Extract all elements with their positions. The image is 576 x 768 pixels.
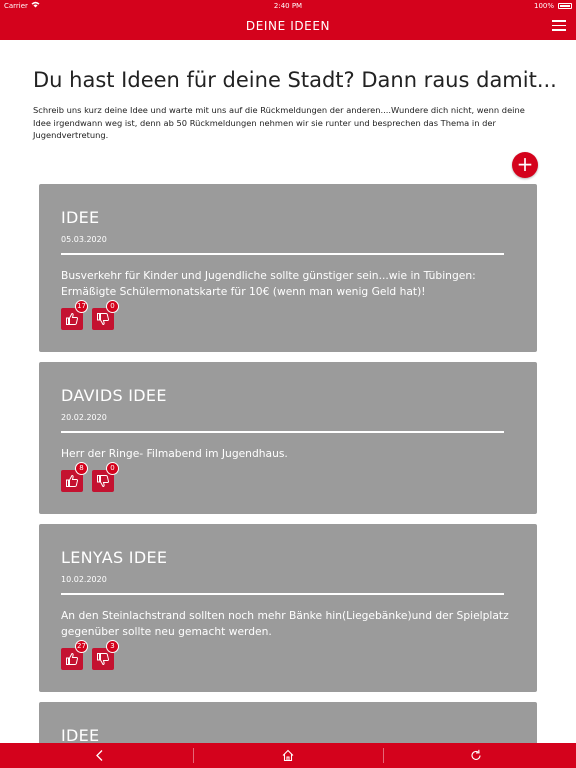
page-title: DEINE IDEEN: [245, 19, 331, 33]
idea-text: Busverkehr für Kinder und Jugendliche sollte günstiger sein...wie in Tübingen: Ermäßigte Schülermonatskarte für 10€ (wenn man wenig Geld hat)!: [61, 269, 476, 298]
idea-title: IDEE: [61, 208, 100, 227]
dislike-button[interactable]: [92, 464, 115, 492]
thumbs-up-icon: [65, 312, 79, 326]
page-headline: Du hast Ideen für deine Stadt? Dann raus damit...: [33, 68, 557, 92]
dislike-count-badge: 0: [106, 300, 119, 313]
intro-text: Schreib uns kurz deine Idee und warte mit uns auf die Rückmeldungen der anderen....Wundere dich nicht, wenn deine Idee irgendwann weg ist, denn ab 50 Rückmeldungen nehmen wir sie runter und besprechen das Thema in der Jugendvertretung.: [33, 105, 525, 140]
bottom-toolbar: [0, 743, 576, 768]
ideas-content[interactable]: [0, 40, 576, 743]
idea-text: Herr der Ringe- Filmabend im Jugendhaus.: [61, 447, 288, 460]
like-button[interactable]: [61, 302, 86, 330]
idea-text: An den Steinlachstrand sollten noch mehr Bänke hin(Liegebänke)und der Spielplatz gegenüber sollte neu gemacht werden.: [61, 609, 509, 638]
like-count-badge: 8: [75, 462, 88, 475]
battery-icon: [558, 3, 572, 9]
hamburger-menu-icon[interactable]: [552, 20, 566, 31]
idea-date: 10.02.2020: [61, 575, 107, 584]
dislike-count-badge: 3: [106, 640, 119, 653]
like-count-badge: 17: [75, 300, 88, 313]
status-time: 2:40 PM: [273, 2, 303, 10]
idea-card[interactable]: [39, 702, 537, 743]
dislike-button[interactable]: [92, 302, 115, 330]
reload-button[interactable]: [456, 743, 496, 768]
battery-percentage: 100%: [533, 2, 554, 10]
idea-title: IDEE: [61, 726, 100, 743]
idea-title: DAVIDS IDEE: [61, 386, 167, 405]
card-divider: [61, 593, 504, 595]
idea-card[interactable]: [39, 362, 537, 514]
carrier-label: Carrier: [4, 2, 28, 10]
thumbs-down-icon: [96, 312, 110, 326]
thumbs-down-icon: [96, 652, 110, 666]
thumbs-up-icon: [65, 474, 79, 488]
idea-date: 20.02.2020: [61, 413, 107, 422]
toolbar-divider: [383, 748, 384, 763]
reload-icon: [470, 749, 482, 762]
status-bar: [0, 0, 576, 12]
idea-card[interactable]: [39, 524, 537, 692]
home-icon: [282, 749, 294, 762]
back-button[interactable]: [80, 743, 120, 768]
idea-title: LENYAS IDEE: [61, 548, 168, 567]
card-divider: [61, 253, 504, 255]
navigation-bar: [0, 12, 576, 40]
chevron-left-icon: [94, 749, 106, 762]
like-button[interactable]: [61, 464, 84, 492]
toolbar-divider: [193, 748, 194, 763]
dislike-count-badge: 0: [106, 462, 119, 475]
add-idea-button[interactable]: +: [512, 152, 538, 178]
thumbs-down-icon: [96, 474, 110, 488]
like-count-badge: 27: [75, 640, 88, 653]
thumbs-up-icon: [65, 652, 79, 666]
card-divider: [61, 431, 504, 433]
like-button[interactable]: [61, 642, 86, 670]
home-button[interactable]: [268, 743, 308, 768]
idea-date: 05.03.2020: [61, 235, 107, 244]
dislike-button[interactable]: [92, 642, 115, 670]
idea-card[interactable]: [39, 184, 537, 352]
